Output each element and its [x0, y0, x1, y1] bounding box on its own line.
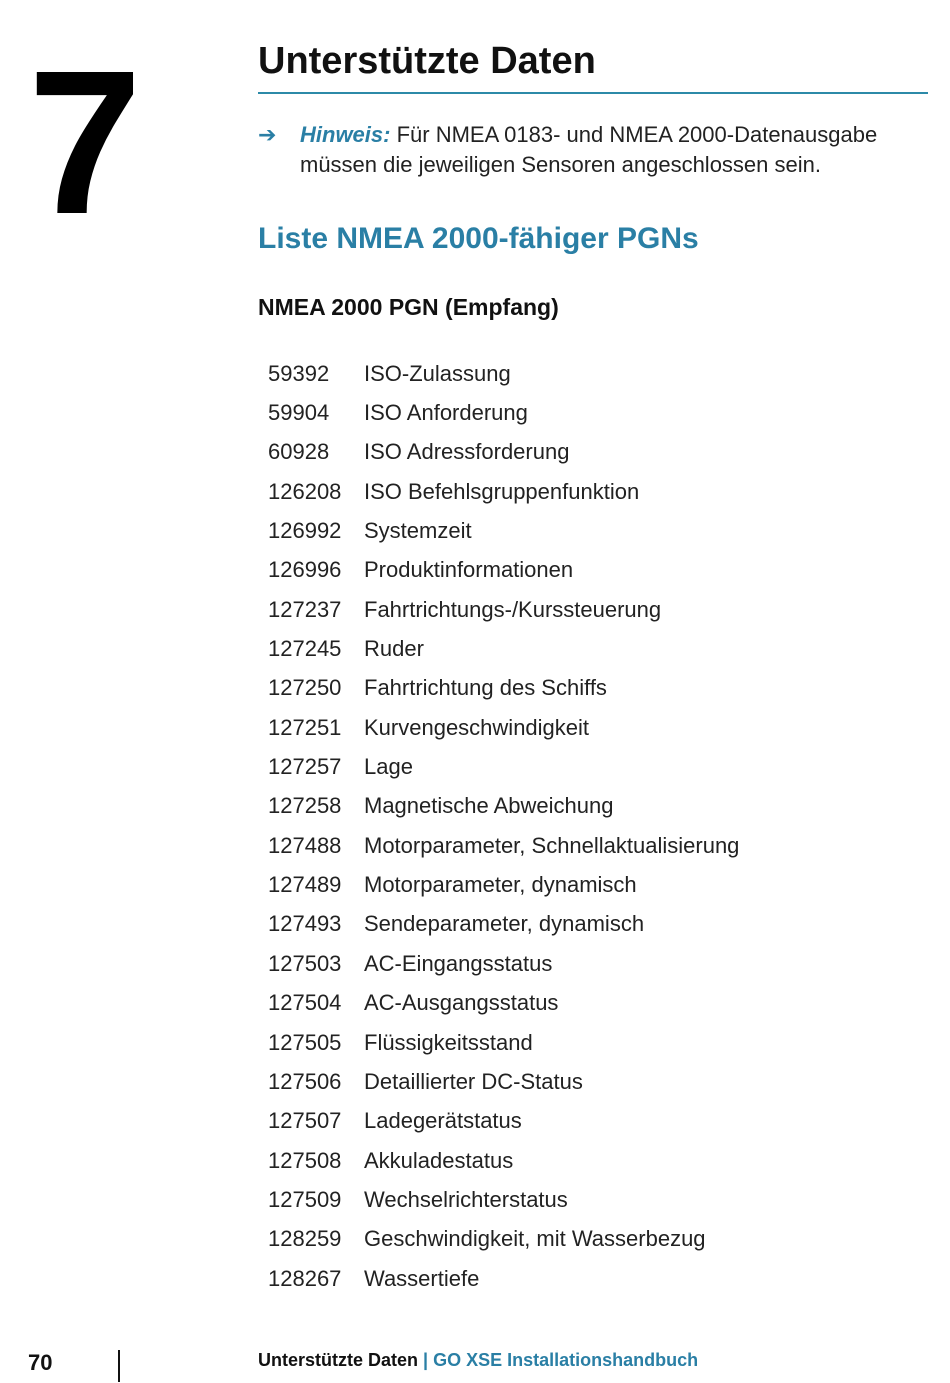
pgn-description: Motorparameter, Schnellaktualisierung [364, 832, 740, 858]
pgn-number: 127506 [268, 1068, 342, 1094]
pgn-number: 127488 [268, 832, 342, 858]
title-divider [258, 92, 928, 94]
note-text: Für NMEA 0183- und NMEA 2000-Datenausgabe müssen die jeweiligen Sensoren angeschlossen sein. [300, 122, 878, 177]
pgn-number: 127250 [268, 675, 342, 701]
pgn-number: 127508 [268, 1147, 342, 1173]
pgn-description: Flüssigkeitsstand [364, 1029, 533, 1055]
pgn-row [268, 1180, 739, 1219]
pgn-row [268, 590, 739, 629]
pgn-description: Systemzeit [364, 518, 472, 544]
pgn-description: Fahrtrichtung des Schiffs [364, 675, 607, 701]
footer-section: Unterstützte Daten [258, 1350, 419, 1370]
pgn-description: Detaillierter DC-Status [364, 1068, 583, 1094]
pgn-row [268, 629, 739, 668]
pgn-number: 60928 [268, 439, 330, 465]
note-label: Hinweis: [300, 122, 391, 147]
page-title: Unterstützte Daten [258, 40, 596, 82]
pgn-description: AC-Ausgangsstatus [364, 990, 559, 1016]
pgn-number: 127505 [268, 1029, 342, 1055]
pgn-row [268, 433, 739, 472]
pgn-description: Motorparameter, dynamisch [364, 872, 637, 898]
pgn-number: 127509 [268, 1186, 342, 1212]
pgn-number: 128259 [268, 1226, 342, 1252]
pgn-description: AC-Eingangsstatus [364, 950, 553, 976]
pgn-description: Sendeparameter, dynamisch [364, 911, 645, 937]
pgn-number: 127504 [268, 990, 342, 1016]
pgn-row [268, 669, 739, 708]
pgn-number: 59392 [268, 360, 330, 386]
pgn-row [268, 1102, 739, 1141]
pgn-description: Ruder [364, 636, 424, 662]
pgn-number: 127245 [268, 636, 342, 662]
pgn-row [268, 1062, 739, 1101]
pgn-description: Ladegerätstatus [364, 1108, 522, 1134]
pgn-number: 127507 [268, 1108, 342, 1134]
pgn-description: Lage [364, 754, 413, 780]
subsection-title: Liste NMEA 2000-fähiger PGNs [258, 222, 699, 255]
pgn-description: Akkuladestatus [364, 1147, 514, 1173]
pgn-number: 127489 [268, 872, 342, 898]
pgn-row [268, 472, 739, 511]
pgn-description: ISO Befehlsgruppenfunktion [364, 478, 640, 504]
pgn-description: Produktinformationen [364, 557, 574, 583]
pgn-number: 127257 [268, 754, 342, 780]
page-number: 70 [28, 1350, 53, 1375]
pgn-number: 127251 [268, 714, 342, 740]
pgn-row [268, 826, 739, 865]
pgn-number: 126992 [268, 518, 342, 544]
pgn-number: 127503 [268, 950, 342, 976]
pgn-description: ISO-Zulassung [364, 360, 511, 386]
pgn-row [268, 1023, 739, 1062]
pgn-row [268, 865, 739, 904]
pgn-row [268, 1259, 739, 1298]
pgn-row [268, 944, 739, 983]
pgn-row [268, 1220, 739, 1259]
pgn-number: 126208 [268, 478, 342, 504]
pgn-description: Kurvengeschwindigkeit [364, 714, 590, 740]
pgn-list [268, 354, 739, 1298]
pgn-row [268, 747, 739, 786]
pgn-description: Fahrtrichtungs-/Kurssteuerung [364, 596, 662, 622]
pgn-row [268, 511, 739, 550]
pgn-row [268, 787, 739, 826]
pgn-description: ISO Anforderung [364, 400, 528, 426]
arrow-right-icon: ➔ [258, 122, 277, 147]
pgn-description: ISO Adressforderung [364, 439, 570, 465]
pgn-row [268, 905, 739, 944]
pgn-description: Wassertiefe [364, 1265, 480, 1291]
pgn-row [268, 984, 739, 1023]
footer-manual-title: GO XSE Installationshandbuch [433, 1350, 699, 1370]
footer-divider [118, 1350, 120, 1382]
pgn-number: 127237 [268, 596, 342, 622]
pgn-row [268, 354, 739, 393]
pgn-row [268, 1141, 739, 1180]
pgn-number: 127493 [268, 911, 342, 937]
pgn-number: 59904 [268, 400, 330, 426]
footer-separator: | [423, 1350, 429, 1370]
pgn-row [268, 551, 739, 590]
pgn-number: 126996 [268, 557, 342, 583]
footer-caption [258, 1350, 698, 1371]
pgn-number: 128267 [268, 1265, 342, 1291]
pgn-row [268, 393, 739, 432]
pgn-row [268, 708, 739, 747]
note-block [258, 120, 918, 180]
pgn-description: Geschwindigkeit, mit Wasserbezug [364, 1226, 706, 1252]
pgn-number: 127258 [268, 793, 342, 819]
table-heading: NMEA 2000 PGN (Empfang) [258, 294, 559, 320]
pgn-description: Wechselrichterstatus [364, 1186, 568, 1212]
pgn-description: Magnetische Abweichung [364, 793, 614, 819]
chapter-number: 7 [28, 28, 139, 257]
